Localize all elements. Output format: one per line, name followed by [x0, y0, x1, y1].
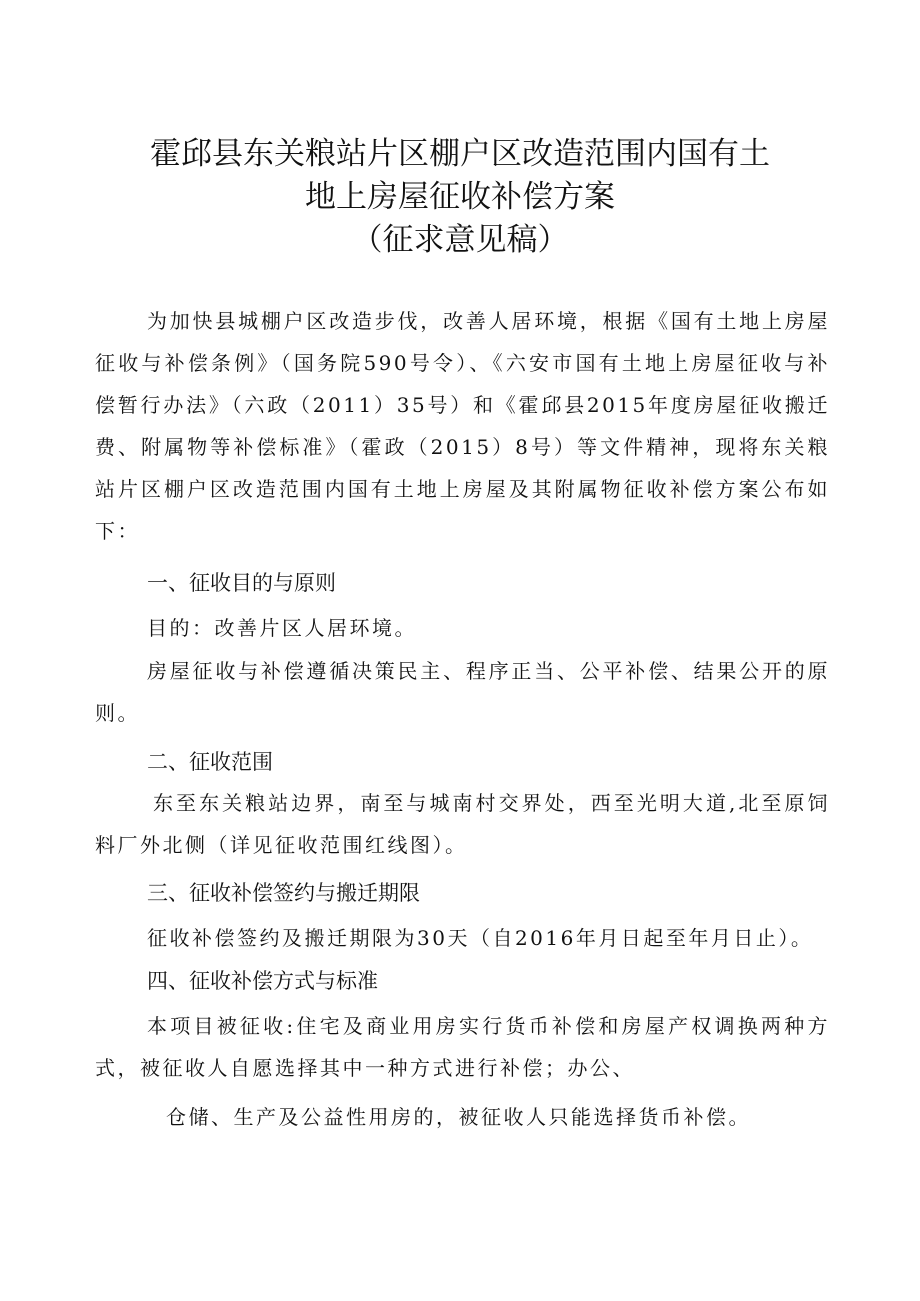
- method-paragraph-continued: 仓储、生产及公益性用房的，被征收人只能选择货币补偿。: [166, 1105, 751, 1129]
- section-heading-scope: 二、征收范围: [147, 750, 273, 774]
- principle-paragraph: 房屋征收与补偿遵循决策民主、程序正当、公平补偿、结果公开的原则。: [95, 659, 830, 725]
- document-title-line-1: 霍邱县东关粮站片区棚户区改造范围内国有土: [150, 136, 770, 172]
- document-title-line-2: 地上房屋征收补偿方案: [305, 179, 615, 215]
- method-paragraph: 本项目被征收:住宅及商业用房实行货币补偿和房屋产权调换两种方式，被征收人自愿选择其中一种方式进行补偿；办公、: [95, 1014, 830, 1080]
- scope-paragraph: 东至东关粮站边界，南至与城南村交界处，西至光明大道,北至原饲料厂外北侧（详见征收范围红线图）。: [95, 791, 830, 857]
- document-subtitle: （征求意见稿）: [351, 222, 569, 258]
- intro-paragraph: 为加快县城棚户区改造步伐，改善人居环境，根据《国有土地上房屋征收与补偿条例》（国务院590号令）、《六安市国有土地上房屋征收与补偿暂行办法》（六政（2011）35号）和《霍邱县2015年度房屋征收搬迁费、附属物等补偿标准》（霍政（2015）8号）等文件精神，现将东关粮站片区棚户区改造范围内国有土地上房屋及其附属物征收补偿方案公布如下：: [95, 309, 830, 543]
- section-heading-deadline: 三、征收补偿签约与搬迁期限: [147, 881, 420, 905]
- deadline-paragraph: 征收补偿签约及搬迁期限为30天（自2016年月日起至年月日止）。: [147, 926, 814, 950]
- section-heading-method: 四、征收补偿方式与标准: [147, 969, 378, 993]
- section-heading-purpose: 一、征收目的与原则: [147, 571, 336, 595]
- purpose-paragraph: 目的：改善片区人居环境。: [147, 616, 417, 640]
